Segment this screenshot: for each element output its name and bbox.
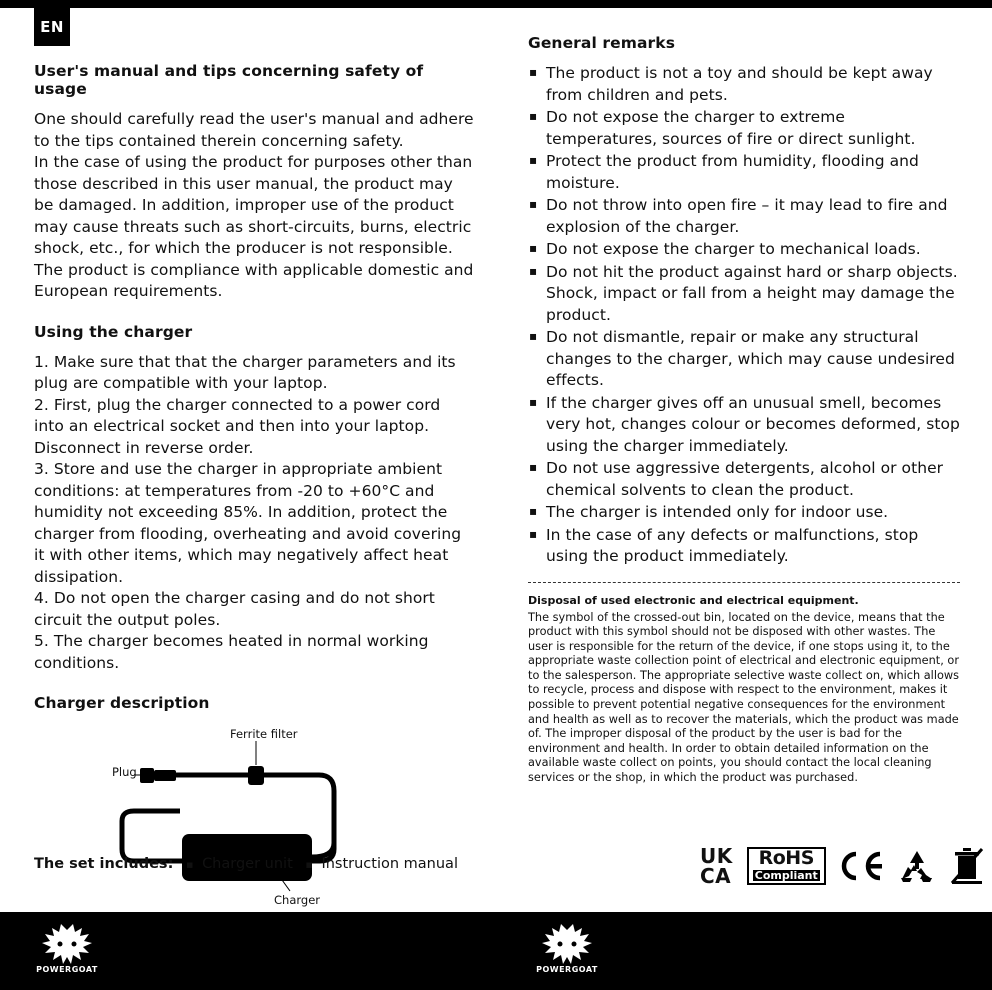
list-item: ▪ In the case of any defects or malfunctions, stop using the product immediately.	[528, 525, 960, 568]
bullet-icon: ▪	[185, 858, 194, 871]
list-item: 4. Do not open the charger casing and do not short circuit the output poles.	[34, 589, 435, 629]
list-item: 2. First, plug the charger connected to a power cord into an electrical socket and then into your laptop. Disconnect in reverse order.	[34, 395, 441, 457]
manual-paragraph: One should carefully read the user's manual and adhere to the tips contained therein concerning safety.	[34, 110, 474, 150]
ferrite-filter-label: Ferrite filter	[230, 727, 298, 741]
ferrite-bead-shape	[248, 766, 264, 785]
list-item: ▪ Do not use aggressive detergents, alcohol or other chemical solvents to clean the product.	[528, 458, 960, 501]
ukca-mark-icon	[700, 846, 733, 886]
brand-name: POWERGOAT	[536, 965, 598, 974]
list-item: ▪ Do not expose the charger to extreme temperatures, sources of fire or direct sunlight.	[528, 107, 960, 150]
list-item: ▪ Do not hit the product against hard or sharp objects. Shock, impact or fall from a height may damage the product.	[528, 262, 960, 327]
brand-name: POWERGOAT	[36, 965, 98, 974]
list-item: ▪ Do not throw into open fire – it may lead to fire and explosion of the charger.	[528, 195, 960, 238]
ce-mark-icon	[840, 850, 884, 882]
right-column	[528, 34, 960, 786]
section-divider	[528, 582, 960, 583]
disposal-text: The symbol of the crossed-out bin, located on the device, means that the product with this symbol should not be disposed with other wastes. The user is responsible for the return of the device, if one stops using it, to the appropriate waste collection point of electrical and electronic equipment, or to the salesperson. The appropriate selective waste collect on, which allows to recycle, process and dispose with respect to the environment, makes it possible to prevent potential negative consequences for the environment and health as well as to recover the materials, which the product was made of. The improper disposal of the product by the user is bad for the environment and health. In order to obtain detailed information on the available waste collect on points, you should contact the local cleaning services or the shop, in which the product was purchased.	[528, 610, 960, 785]
brand-logo-center	[532, 922, 602, 980]
plug-label: Plug	[112, 765, 137, 779]
list-item: ▪ Protect the product from humidity, flooding and moisture.	[528, 151, 960, 194]
rohs-line-2: Compliant	[754, 869, 818, 882]
list-item: 1. Make sure that that the charger parameters and its plug are compatible with your laptop.	[34, 352, 456, 392]
using-charger-steps	[34, 352, 474, 675]
recycle-icon	[898, 849, 936, 883]
manual-paragraph: The product is compliance with applicable domestic and European requirements.	[34, 260, 474, 300]
general-remarks-title: General remarks	[528, 34, 676, 52]
left-column	[34, 62, 474, 913]
list-item: ▪ Do not expose the charger to mechanical loads.	[528, 239, 960, 261]
ukca-line-1: UK	[700, 844, 733, 868]
bottom-black-bar	[0, 912, 992, 990]
rohs-line-1: RoHS	[758, 847, 814, 869]
list-item: 5. The charger becomes heated in normal working conditions.	[34, 632, 429, 672]
charger-diagram	[34, 723, 474, 913]
list-item: ▪ If the charger gives off an unusual smell, becomes very hot, changes colour or becomes deformed, stop using the charger immediately.	[528, 393, 960, 458]
certification-marks	[700, 846, 984, 886]
crossed-out-bin-icon	[950, 847, 984, 885]
list-item: 3. Store and use the charger in appropriate ambient conditions: at temperatures from -20 to +60°C and humidity not exceeding 85%. In addition, protect the charger from flooding, overheating and avoid covering it with other items, which may negatively affect heat dissipation.	[34, 460, 462, 586]
top-black-bar	[0, 0, 992, 8]
rohs-mark-icon	[747, 847, 826, 885]
charger-diagram-svg	[34, 723, 474, 913]
bullet-icon: ▪	[305, 858, 313, 871]
language-badge: EN	[34, 8, 70, 46]
list-item: ▪ Do not dismantle, repair or make any structural changes to the charger, which may cause undesired effects.	[528, 327, 960, 392]
charger-label: Charger	[274, 893, 320, 907]
set-includes-label: The set includes:	[34, 856, 174, 872]
brand-logo-left	[32, 922, 102, 980]
disposal-title: Disposal of used electronic and electrical equipment.	[528, 593, 859, 607]
list-item: ▪ The charger is intended only for indoor use.	[528, 502, 960, 524]
manual-paragraph: In the case of using the product for purposes other than those described in this user manual, the product may be damaged. In addition, improper use of the product may cause threats such as short-circuits, burns, electric shock, etc., for which the producer is not responsible.	[34, 153, 473, 257]
set-includes	[34, 856, 458, 872]
using-charger-title: Using the charger	[34, 322, 193, 341]
plug-barrel-shape	[154, 770, 176, 781]
list-item: ▪ The product is not a toy and should be kept away from children and pets.	[528, 63, 960, 106]
charger-description-title: Charger description	[34, 694, 210, 712]
set-includes-item: Charger unit	[202, 856, 293, 872]
plug-tip-shape	[140, 768, 154, 783]
general-remarks-list	[528, 63, 960, 568]
manual-title: User's manual and tips concerning safety of usage	[34, 62, 424, 98]
set-includes-item: Instruction manual	[321, 856, 458, 872]
ukca-line-2: CA	[700, 864, 732, 888]
disposal-block	[528, 593, 960, 786]
